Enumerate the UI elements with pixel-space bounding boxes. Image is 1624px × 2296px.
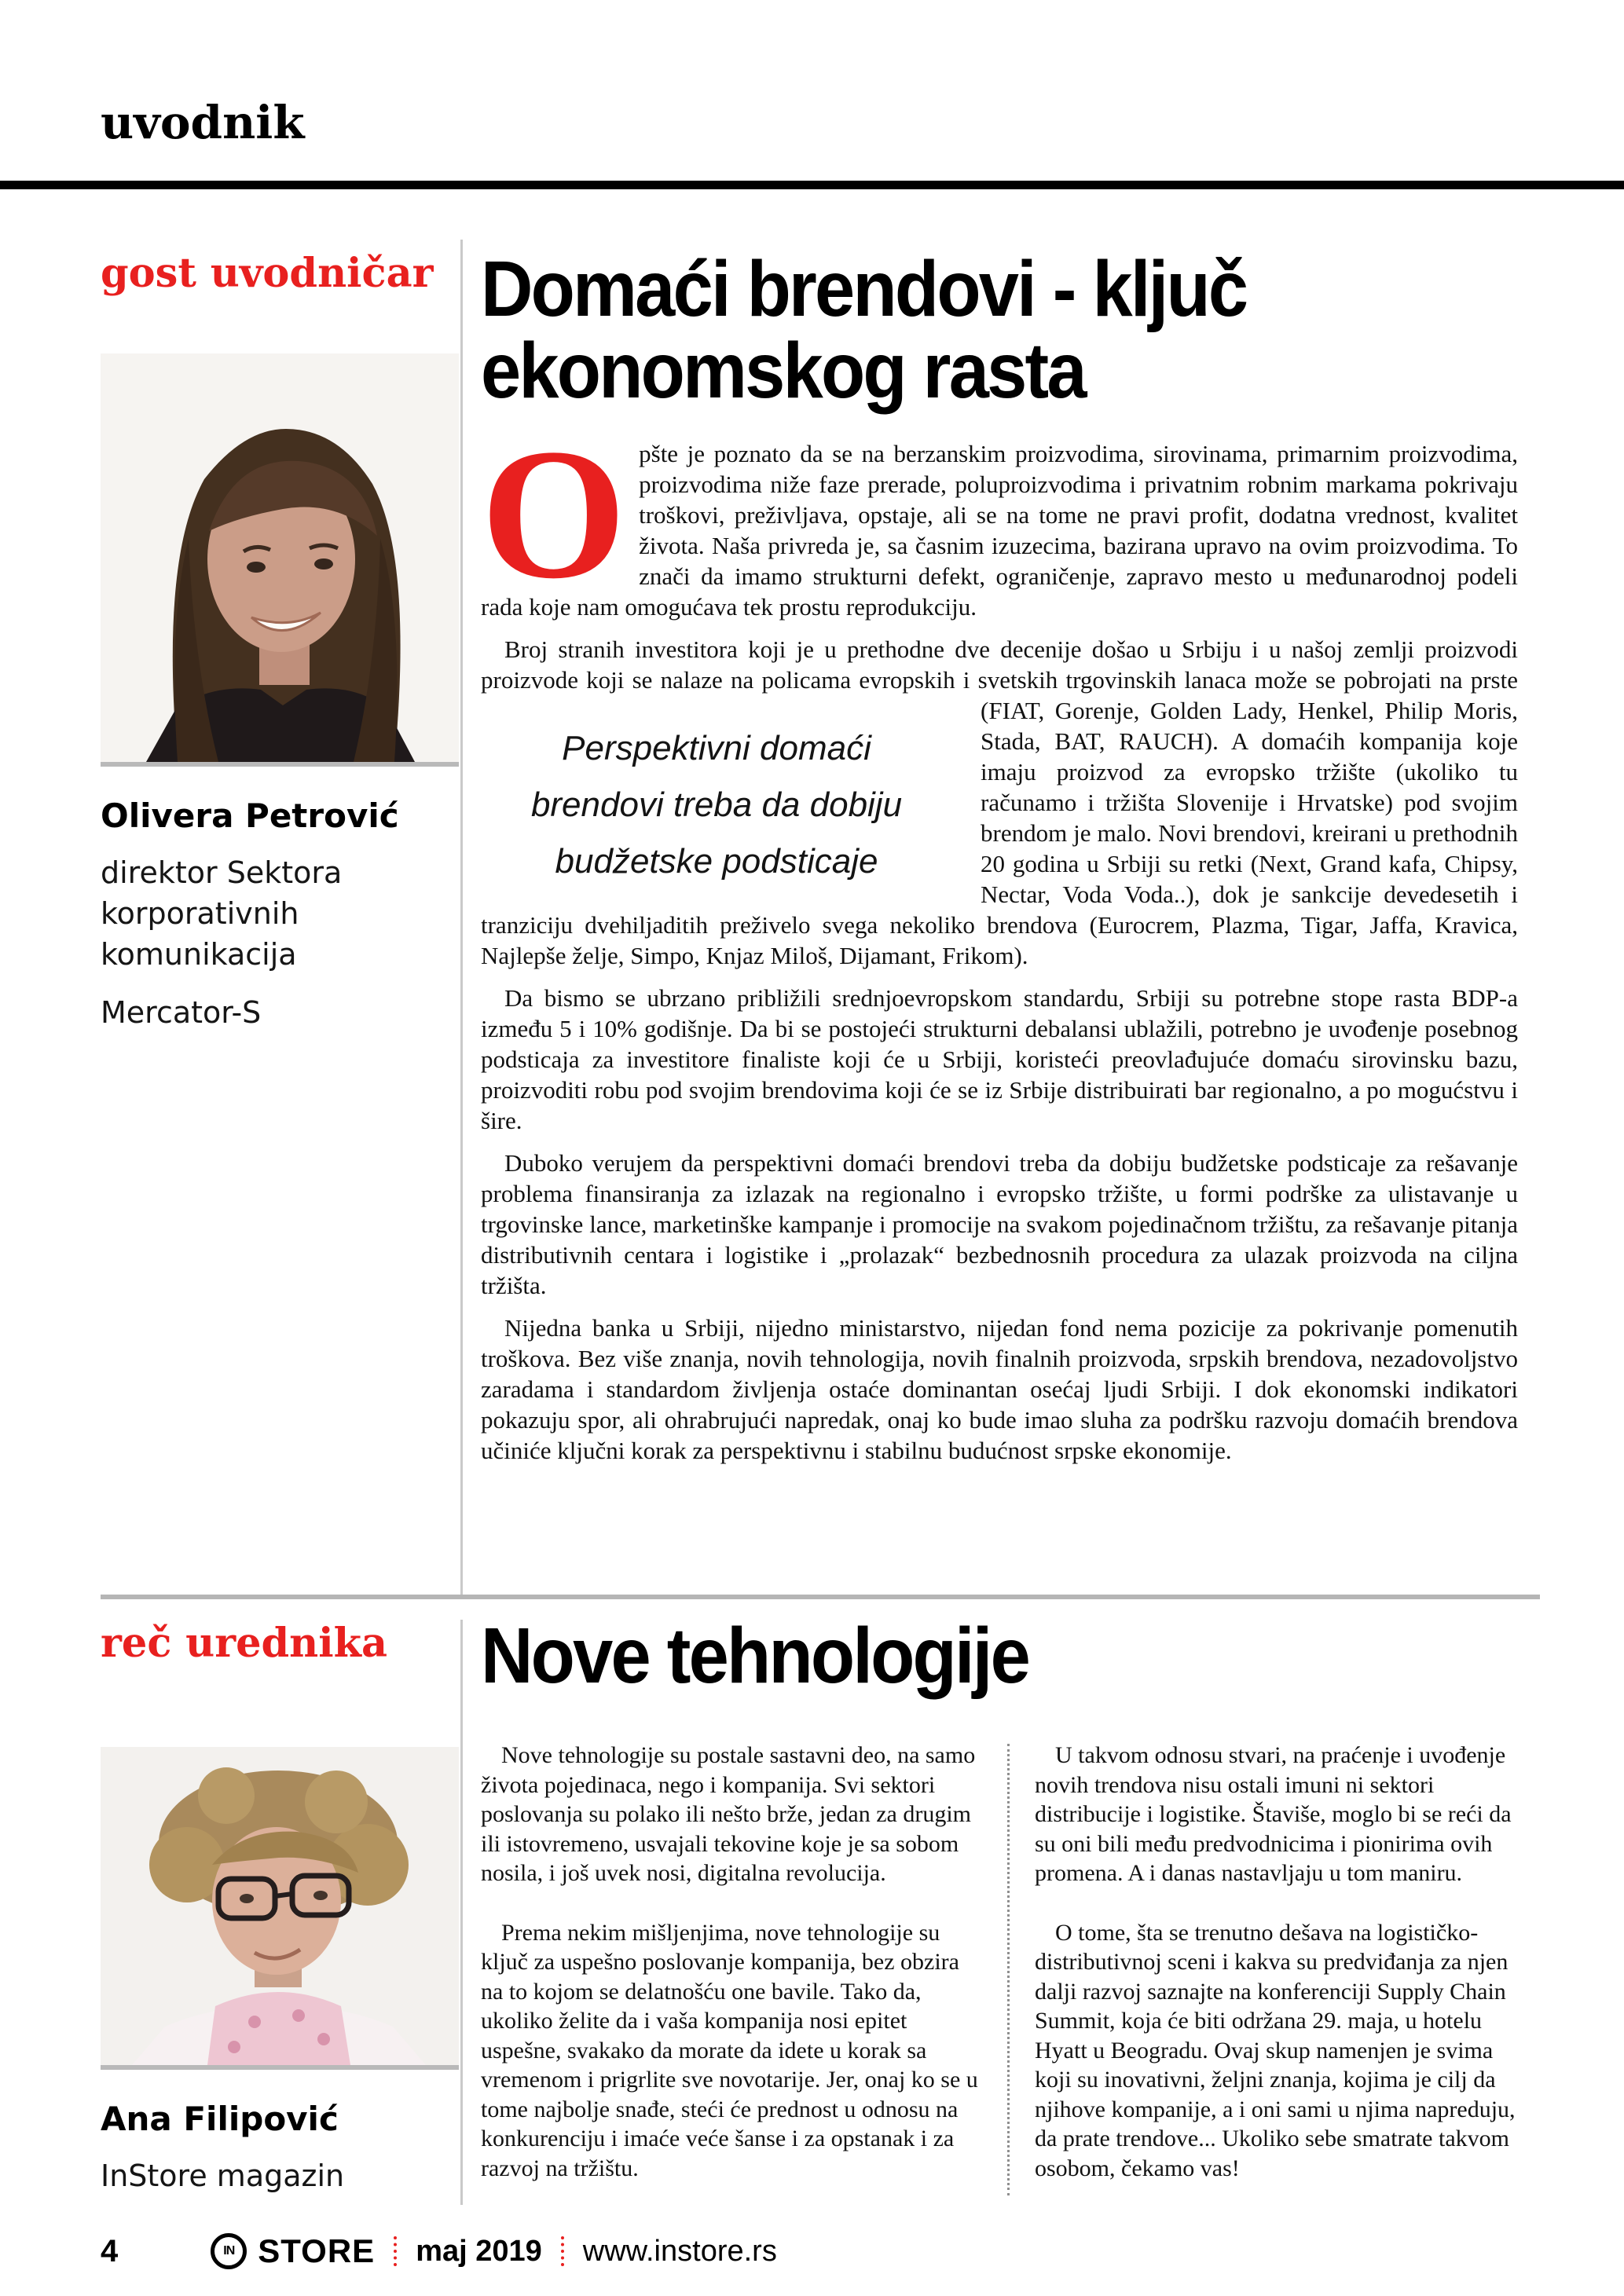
paragraph: Nove tehnologije su postale sastavni deo, na samo života pojedinaca, nego i kompanija. Svi sektori poslovanja su polako ili nešto brže, jedan za drugim ili istovremeno, usvajali tekovine koje je sa sobom nosila, i još uvek nosi, digitalna revolucija. [481, 1742, 976, 1886]
olivera-petrovic-photo [101, 353, 459, 767]
editor-column-1 [481, 1741, 980, 2213]
header-rule [0, 181, 1624, 189]
paragraph: Da bismo se ubrzano približili srednjoevropskom standardu, Srbiji su potrebne stope rasta BDP-a između 5 i 10% godišnje. Da bi se postojeći strukturni debalansi ublažili, potrebno je uvođenje posebnog podsticaja za investitore finaliste koji će u Srbiji, koristeći preovlađujuće domaću sirovinsku bazu, proizvoditi robu pod svojim brendovima koji će se iz Srbije distribuirati bar regionalno, a po mogućstvu i šire. [481, 984, 1518, 1134]
website-url: www.instore.rs [582, 2234, 777, 2268]
column-divider-bottom [460, 1620, 463, 2205]
paragraph: Nijedna banka u Srbiji, nijedno ministarstvo, nijedan fond nema pozicije za pokrivanje pomenutih troškova. Bez više znanja, novih tehnologija, novih finalnih proizvoda, srpskih brendova, nezadovoljstvo zaradama i standardom življenja ostaće dominantan osećaj ljudi Srbiji. I dok ekonomski indikatori pokazuju spor, ali ohrabrujući napredak, onaj ko bude imao sluha za podršku razvoju domaćih brendova učiniće ključni korak za perspektivnu i stabilnu budućnost srpske ekonomije. [481, 1314, 1518, 1464]
paragraph: Prema nekim mišljenjima, nove tehnologije su ključ za uspešno poslovanje kompanija, bez obzira na to kojom se delatnošću one bavile. Tako da, ukoliko želite da i vaša kompanija nosi epitet uspešne, svakako da morate da idete u korak sa vremenom i prigrlite sve novotarije. Jer, onaj ko se u tome najbolje snađe, steći će prednost u odnosu na konkurenciju i imaće veće šanse i za opstanak i za razvoj na tržištu. [481, 1919, 978, 2181]
footer-dotted-separator [561, 2236, 564, 2266]
guest-editorial-label: gost uvodničar [101, 250, 434, 297]
guest-author-company: Mercator-S [101, 995, 262, 1030]
editor-article-columns [481, 1741, 1545, 2213]
editor-article-title: Nove tehnologije [481, 1612, 1029, 1700]
pull-quote: Perspektivni domaći brendovi treba da dobiju budžetske podsticaje [530, 729, 903, 881]
guest-author-name: Olivera Petrović [101, 796, 399, 835]
instore-logo-wordmark: STORE [258, 2232, 376, 2269]
paragraph: Opšte je poznato da se na berzanskim proizvodima, sirovinama, primarnim proizvodima, proizvodima niže faze prerade, poluproizvodima i privatnim robnim markama pokrivaju troškovi, preživljava, opstaje, ali se na tome ne pravi profit, dodatna vrednost, kvalitet života. Naša privreda je, sa časnim izuzecima, bazirana upravo na ovim proizvodima. To znači da imamo strukturni defekt, ograničenje, zapravo mesto u međunarodnoj podeli rada koje nam omogućava tek prostu reprodukciju. [481, 411, 1518, 621]
article-separator-rule [101, 1595, 1540, 1599]
dropcap-letter: O [481, 411, 627, 617]
instore-logo-icon: IN [211, 2233, 247, 2269]
paragraph: Duboko verujem da perspektivni domaći brendovi treba da dobiju budžetske podsticaje za rešavanje problema finansiranja za izlazak na regionalno i evropsko tržište, u formi podrške za ulistavanje u trgovinske lance, marketinške kampanje i promocije na svakom pojedinačnom tržištu, za rešavanje pitanja distributivnih centara i logistike i „prolazak“ bezbednosnih procedura za ulazak proizvoda na ciljna tržišta. [481, 1149, 1518, 1299]
editor-note-article [481, 1612, 1545, 2213]
paragraph: U takvom odnosu stvari, na praćenje i uvođenje novih trendova nisu ostali imuni ni sektori distribucije i logistike. Štaviše, moglo bi se reći da su oni bili među predvodnicima i pionirima ovih promena. A i danas nastavljaju u tom maniru. [1035, 1742, 1512, 1886]
footer-brand [211, 2232, 777, 2270]
guest-author-role: direktor Sektora korporativnih komunikacija [101, 855, 343, 972]
guest-article-body [481, 411, 1518, 1466]
guest-article-title: Domaći brendovi - ključ ekonomskog rasta [481, 245, 1247, 415]
editor-author-company: InStore magazin [101, 2159, 345, 2193]
footer-dotted-separator [394, 2236, 397, 2266]
page-number: 4 [101, 2233, 119, 2269]
issue-date: maj 2019 [416, 2234, 542, 2268]
page-footer [101, 2232, 1540, 2270]
editor-note-rail [101, 1620, 459, 2196]
editor-author-name: Ana Filipović [101, 2100, 339, 2138]
paragraph: O tome, šta se trenutno dešava na logističko-distributivnoj sceni i kakva su predviđanja za njen dalji razvoj saznajte na konferenciji Supply Chain Summit, koja će biti održana 29. maja, u hotelu Hyatt u Beogradu. Ovaj skup namenjen je svima koji su inovativni, željni znanja, kojima je cilj da njihove kompanije, a i oni sami u njima napreduju, da prate trendove... Ukoliko sebe smatrate takvom osobom, čekamo vas! [1035, 1919, 1516, 2181]
paragraph: Broj stranih investitora koji je u prethodne dve decenije došao u Srbiju i u našoj zemlji proizvodi proizvode koji se nalaze na policama evropskih i svetskih trgovinskih lanaca Perspektivni domaći brendovi treba da dobiju budžetske podsticaje može se pobrojati na prste (FIAT, Gorenje, Golden Lady, Henkel, Philip Moris, Stada, BAT, RAUCH). A domaćih kompanija koje imaju proizvod za evropsko tržište (ukoliko tu računamo i tržišta Slovenije i Hrvatske) pod svojim brendom je malo. Novi brendovi, kreirani u prethodnih 20 godina u Srbiji su retki (Next, Grand kafa, Chipsy, Nectar, Voda Voda..), dok je sankcije devedesetih i tranziciju dvehiljaditih preživelo svega nekoliko brendova (Eurocrem, Plazma, Tigar, Jaffa, Kravica, Najlepše želje, Simpo, Knjaz Miloš, Dijamant, Frikom). [481, 635, 1518, 969]
column-divider-top [460, 240, 463, 1595]
guest-editorial-article [481, 245, 1518, 1478]
ana-filipovic-photo [101, 1747, 459, 2070]
editor-note-label: reč urednika [101, 1620, 388, 1667]
section-kicker: uvodnik [101, 96, 305, 149]
editor-column-2 [1035, 1741, 1534, 2213]
guest-editorial-rail [101, 250, 459, 1030]
